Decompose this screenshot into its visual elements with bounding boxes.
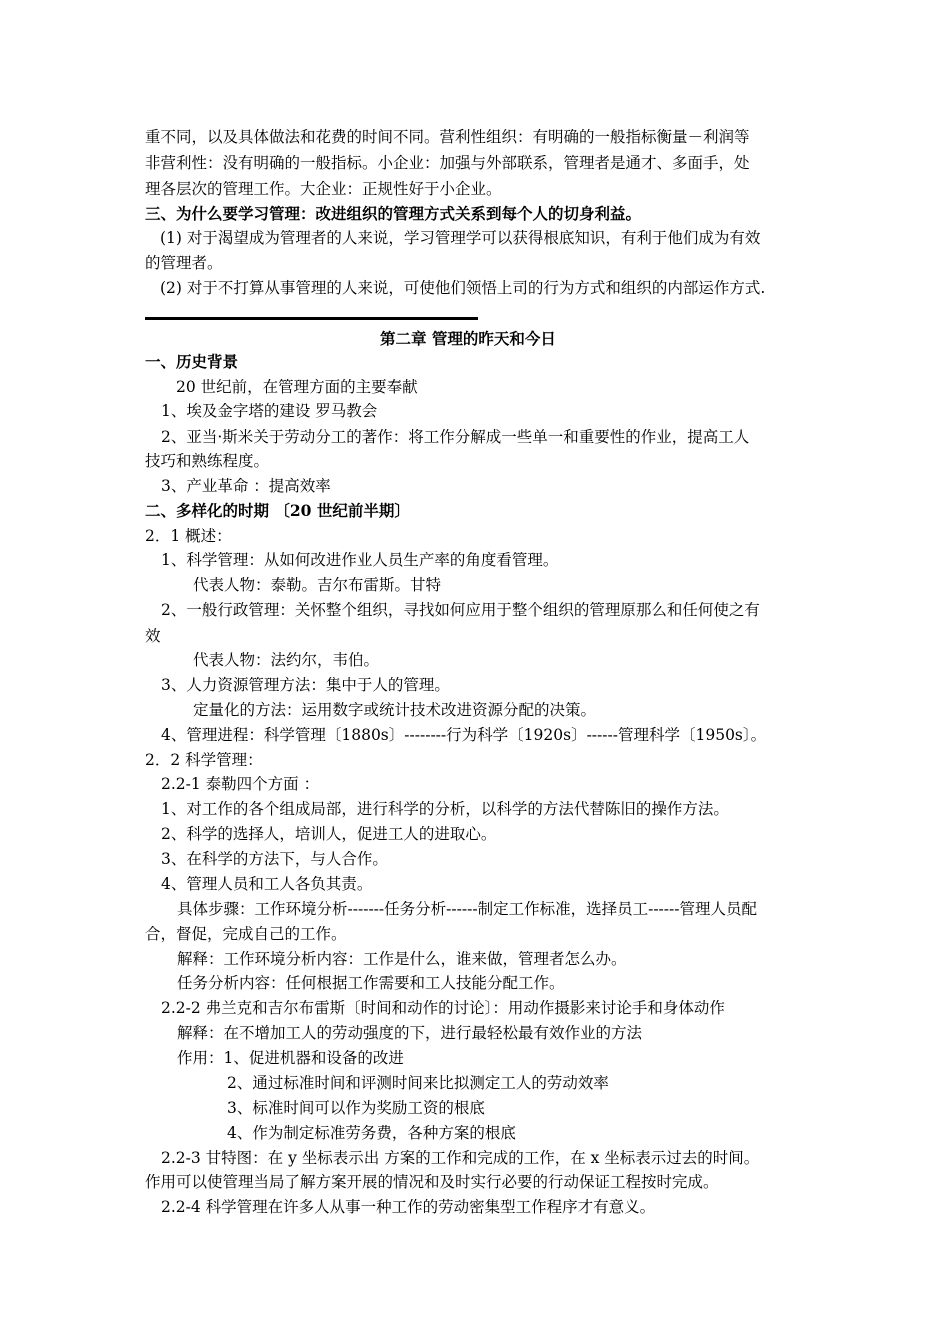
effect-item-3: 3、标准时间可以作为奖励工资的根底 (227, 1099, 485, 1117)
history-intro: 20 世纪前，在管理方面的主要奉献 (176, 378, 418, 396)
gilbreth-heading: 2.2-2 弗兰克和吉尔布雷斯〔时间和动作的讨论〕：用动作摄影来讨论手和身体动作 (161, 999, 725, 1017)
history-item-1: 1、埃及金字塔的建设 罗马教会 (161, 402, 378, 420)
overview-heading: 2．1 概述： (145, 527, 232, 545)
effect-item-4: 4、作为制定标准劳务费，各种方案的根底 (227, 1124, 516, 1142)
explain-environment: 解释：工作环境分析内容：工作是什么，谁来做，管理者怎么办。 (177, 950, 627, 968)
section3-paragraph-2: (2) 对于不打算从事管理的人来说，可使他们领悟上司的行为方式和组织的内部运作方式. (160, 279, 766, 297)
gantt-line-cont: 作用可以使管理当局了解方案开展的情况和及时实行必要的行动保证工程按时完成。 (145, 1173, 719, 1191)
history-item-2: 2、亚当·斯米关于劳动分工的著作：将工作分解成一些单一和重要性的作业，提高工人 (161, 428, 750, 446)
chapter-title: 第二章 管理的昨天和今日 (380, 329, 556, 348)
taylor-item-1: 1、对工作的各个组成局部，进行科学的分析，以科学的方法代替陈旧的操作方法。 (161, 800, 729, 818)
taylor-item-3: 3、在科学的方法下，与人合作。 (161, 850, 388, 868)
history-item-3: 3、产业革命 ：提高效率 (161, 477, 331, 495)
diverse-item-3-quantitative: 定量化的方法：运用数字或统计技术改进资源分配的决策。 (193, 701, 597, 719)
gantt-line: 2.2-3 甘特图：在 y 坐标表示出 方案的工作和完成的工作，在 x 坐标表示过去的时间。 (161, 1149, 760, 1167)
effect-item-2: 2、通过标准时间和评测时间来比拟测定工人的劳动效率 (227, 1074, 609, 1092)
diverse-item-1-representatives: 代表人物：泰勒。吉尔布雷斯。甘特 (193, 576, 442, 594)
section3-paragraph-1-cont: 的管理者。 (145, 254, 223, 272)
section3-paragraph-1: (1) 对于渴望成为管理者的人来说，学习管理学可以获得根底知识，有利于他们成为有效 (160, 229, 761, 247)
explain-task: 任务分析内容：任何根据工作需要和工人技能分配工作。 (177, 974, 565, 992)
intro-line-1: 重不同，以及具体做法和花费的时间不同。营利性组织：有明确的一般指标衡量－利润等 (145, 128, 750, 146)
diverse-item-1: 1、科学管理：从如何改进作业人员生产率的角度看管理。 (161, 551, 559, 569)
taylor-item-4: 4、管理人员和工人各负其责。 (161, 875, 373, 893)
scientific-management-significance: 2.2-4 科学管理在许多人从事一种工作的劳动密集型工作程序才有意义。 (161, 1198, 656, 1216)
intro-line-2: 非营利性：没有明确的一般指标。小企业：加强与外部联系，管理者是通才、多面手，处 (145, 154, 750, 172)
diverse-item-3: 3、人力资源管理方法：集中于人的管理。 (161, 676, 450, 694)
steps-line: 具体步骤：工作环境分析-------任务分析------制定工作标准，选择员工------管理人员配 (177, 900, 758, 918)
diverse-item-2: 2、一般行政管理：关怀整个组织，寻找如何应用于整个组织的管理原那么和任何使之有 (161, 601, 760, 619)
taylor-heading: 2.2-1 泰勒四个方面 ： (161, 775, 320, 793)
section3-heading: 三、为什么要学习管理：改进组织的管理方式关系到每个人的切身利益。 (145, 204, 642, 223)
taylor-item-2: 2、科学的选择人，培训人，促进工人的进取心。 (161, 825, 497, 843)
scientific-management-heading: 2．2 科学管理： (145, 751, 263, 769)
diverse-item-4: 4、管理进程：科学管理〔1880s〕--------行为科学〔1920s〕------管理科学〔1950s〕。 (161, 726, 767, 744)
diverse-item-2-cont: 效 (145, 627, 161, 645)
intro-line-3: 理各层次的管理工作。大企业：正规性好于小企业。 (145, 180, 502, 198)
section-divider (145, 317, 478, 320)
history-heading: 一、历史背景 (145, 352, 239, 371)
diverse-heading: 二、多样化的时期 〔20 世纪前半期〕 (145, 501, 410, 520)
diverse-item-2-representatives: 代表人物：法约尔，韦伯。 (193, 651, 380, 669)
steps-line-cont: 合，督促，完成自己的工作。 (145, 925, 347, 943)
effect-item-1: 作用：1、促进机器和设备的改进 (177, 1049, 404, 1067)
history-item-2-cont: 技巧和熟练程度。 (145, 452, 270, 470)
gilbreth-explain: 解释：在不增加工人的劳动强度的下，进行最轻松最有效作业的方法 (177, 1024, 643, 1042)
